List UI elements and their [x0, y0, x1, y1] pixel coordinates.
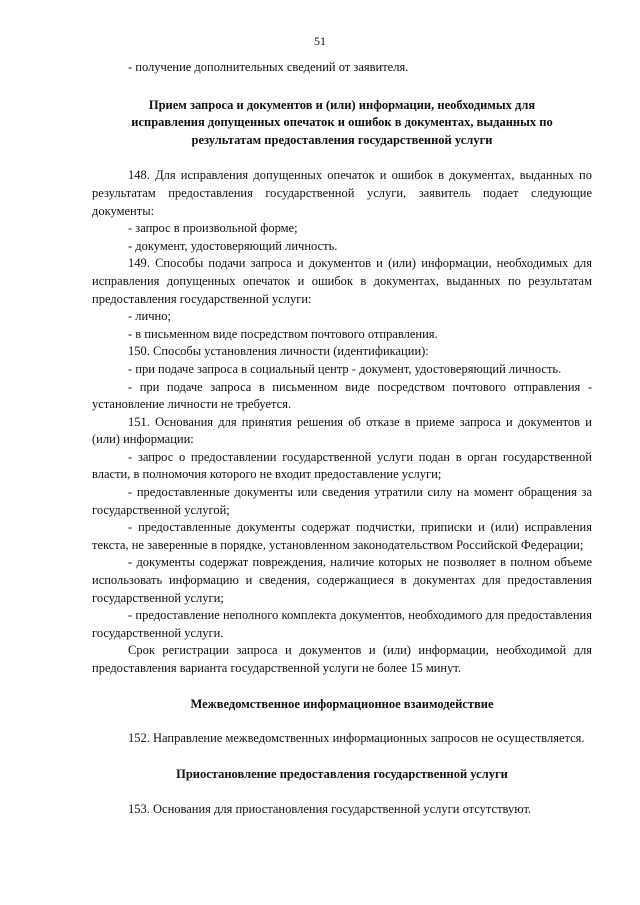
paragraph-153: 153. Основания для приостановления государственной услуги отсутствуют. — [128, 802, 532, 817]
bullet-line: - запрос в произвольной форме; — [128, 221, 298, 236]
paragraph-151: 151. Основания для принятия решения об отказе в приеме запроса и документов и (или) информации: — [92, 414, 592, 447]
paragraph-150: 150. Способы установления личности (идентификации): — [128, 344, 429, 359]
bullet-line: - предоставленные документы содержат подчистки, приписки и (или) исправления текста, не заверенные в порядке, установленном законодательством Российской Федерации; — [92, 520, 592, 552]
section-heading: Приостановление предоставления государственной услуги — [176, 766, 508, 781]
paragraph-148: 148. Для исправления допущенных опечаток и ошибок в документах, выданных по результатам предоставления государственной услуги, заявитель подает следующие документы: — [92, 168, 592, 218]
bullet-line: - документ, удостоверяющий личность. — [128, 238, 338, 253]
bullet-line: - документы содержат повреждения, наличие которых не позволяет в полном объеме использовать информацию и сведения, содержащиеся в документах для предоставления государственной услуги; — [92, 555, 592, 605]
paragraph-152: 152. Направление межведомственных информационных запросов не осуществляется. — [128, 731, 585, 746]
page-number: 51 — [314, 34, 326, 48]
bullet-line: - предоставление неполного комплекта документов, необходимого для предоставления государственной услуги. — [92, 608, 592, 640]
registration-term: Срок регистрации запроса и документов и (или) информации, необходимой для предоставления варианта государственной услуги не более 15 минут. — [92, 643, 592, 675]
section-heading: Прием запроса и документов и (или) информации, необходимых для исправления допущенных опечаток и ошибок в документах, выданных по результатам предоставления государственной услуги — [131, 97, 553, 147]
bullet-line: - запрос о предоставлении государственной услуги подан в орган государственной власти, в полномочия которого не входит предоставление услуги; — [92, 449, 592, 482]
bullet-line: - лично; — [128, 309, 171, 324]
bullet-line: - при подаче запроса в письменном виде посредством почтового отправления - установление личности не требуется. — [92, 379, 592, 412]
bullet-line: - получение дополнительных сведений от заявителя. — [128, 60, 409, 74]
bullet-line: - в письменном виде посредством почтового отправления. — [128, 326, 438, 341]
bullet-line: - при подаче запроса в социальный центр - документ, удостоверяющий личность. — [128, 361, 562, 376]
section-heading: Межведомственное информационное взаимодействие — [190, 696, 494, 711]
bullet-line: - предоставленные документы или сведения утратили силу на момент обращения за государственной услугой; — [92, 485, 592, 517]
page-content — [92, 59, 592, 819]
paragraph-149: 149. Способы подачи запроса и документов и (или) информации, необходимых для исправления допущенных опечаток и ошибок в документах, выданных по результатам предоставления государственной услуги: — [92, 256, 592, 306]
